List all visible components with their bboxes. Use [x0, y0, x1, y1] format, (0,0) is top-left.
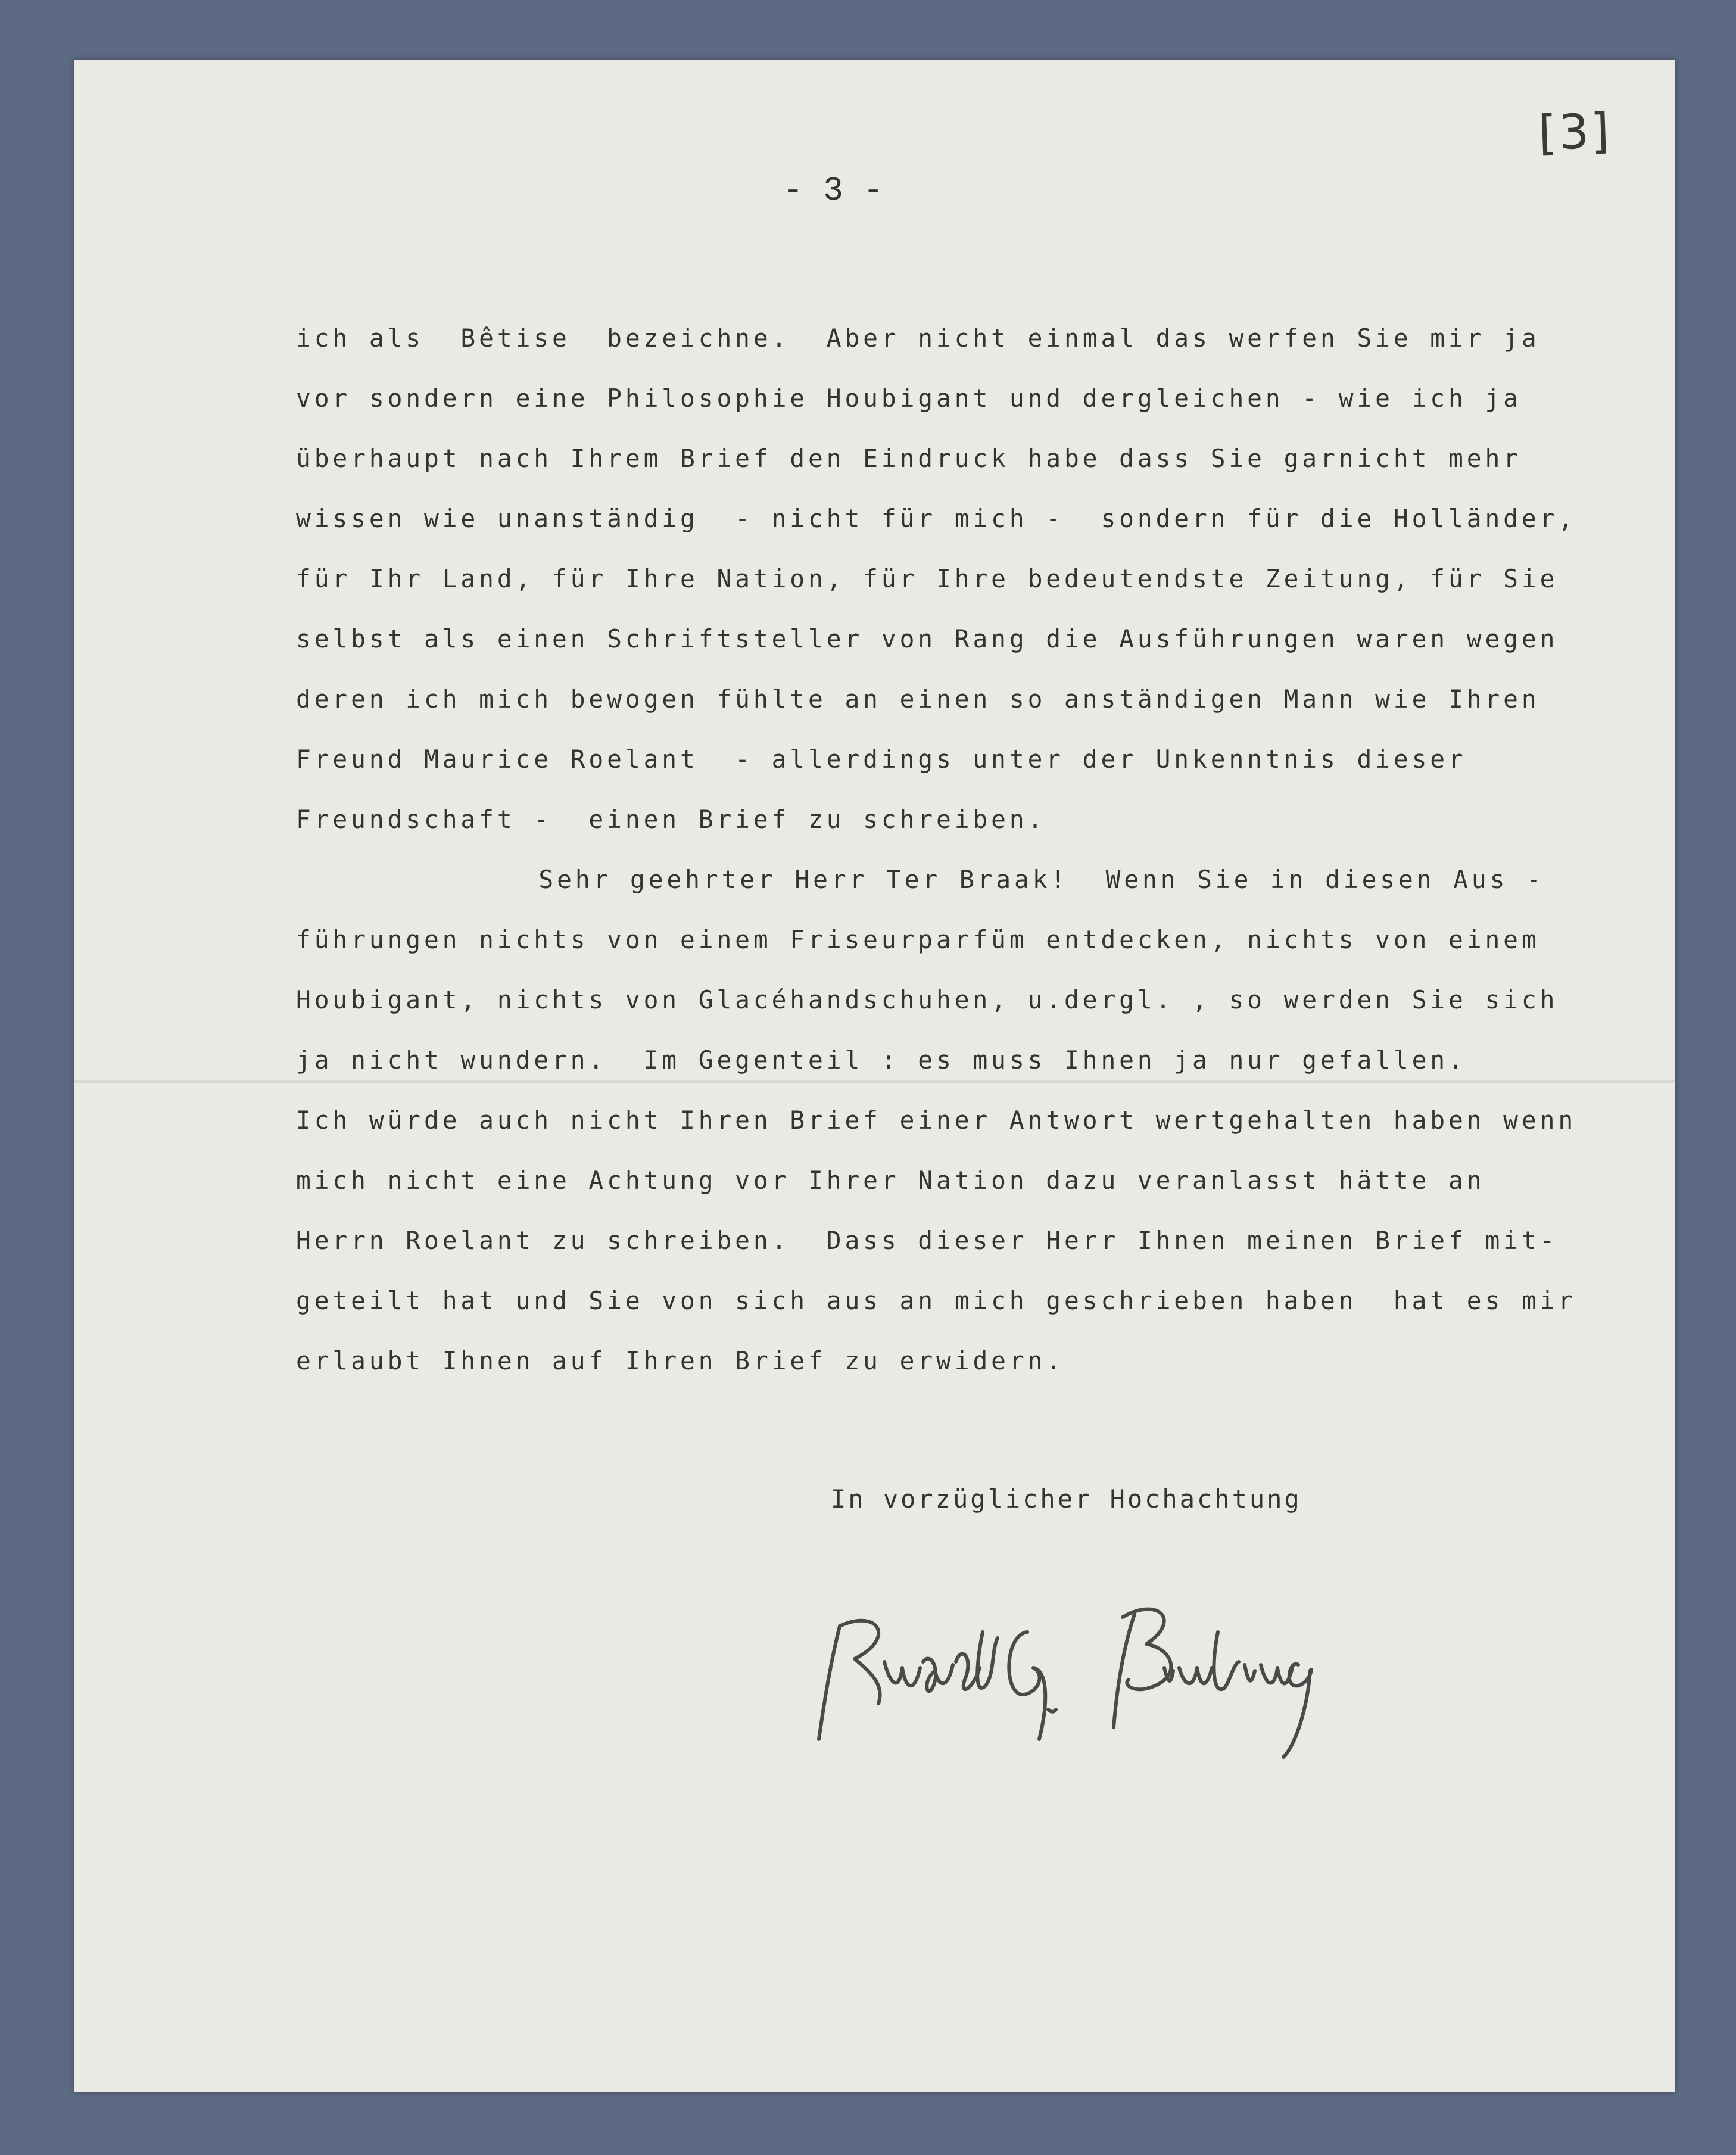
paragraph-line: führungen nichts von einem Friseurparfüm entdecken, nichts von einem	[296, 925, 1540, 954]
paragraph-line: mich nicht eine Achtung vor Ihrer Nation dazu veranlasst hätte an	[296, 1166, 1485, 1195]
paragraph-line: erlaubt Ihnen auf Ihren Brief zu erwidern.	[296, 1346, 1065, 1375]
archive-number: [3]	[1537, 102, 1612, 161]
body-line: deren ich mich bewogen fühlte an einen so anständigen Mann wie Ihren	[296, 684, 1540, 714]
body-line: Freund Maurice Roelant - allerdings unter der Unkenntnis dieser	[296, 745, 1467, 774]
paragraph-line: Ich würde auch nicht Ihren Brief einer Antwort wertgehalten haben wenn	[296, 1105, 1577, 1135]
body-line: Freundschaft - einen Brief zu schreiben.	[296, 805, 1046, 834]
paragraph-line: Sehr geehrter Herr Ter Braak! Wenn Sie in diesen Aus -	[538, 865, 1545, 894]
letter-body	[296, 308, 1600, 1391]
handwritten-signature	[813, 1561, 1408, 1799]
paragraph-line: Houbigant, nichts von Glacéhandschuhen, u.dergl. , so werden Sie sich	[296, 985, 1559, 1014]
body-line: wissen wie unanständig - nicht für mich - sondern für die Holländer,	[296, 504, 1577, 533]
paragraph-line: Herrn Roelant zu schreiben. Dass dieser Herr Ihnen meinen Brief mit-	[296, 1226, 1559, 1255]
letter-sheet	[74, 60, 1675, 2092]
body-line: ich als Bêtise bezeichne. Aber nicht einmal das werfen Sie mir ja	[296, 323, 1540, 353]
body-line: selbst als einen Schriftsteller von Rang die Ausführungen waren wegen	[296, 624, 1559, 653]
paragraph-line: geteilt hat und Sie von sich aus an mich geschrieben haben hat es mir	[296, 1286, 1577, 1315]
closing-salutation: In vorzüglicher Hochachtung	[831, 1484, 1302, 1514]
body-line: vor sondern eine Philosophie Houbigant und dergleichen - wie ich ja	[296, 384, 1522, 413]
page-number: - 3 -	[783, 172, 884, 210]
body-line: für Ihr Land, für Ihre Nation, für Ihre bedeutendste Zeitung, für Sie	[296, 564, 1559, 593]
paragraph-line: ja nicht wundern. Im Gegenteil : es muss Ihnen ja nur gefallen.	[296, 1045, 1467, 1075]
body-line: überhaupt nach Ihrem Brief den Eindruck habe dass Sie garnicht mehr	[296, 444, 1522, 473]
